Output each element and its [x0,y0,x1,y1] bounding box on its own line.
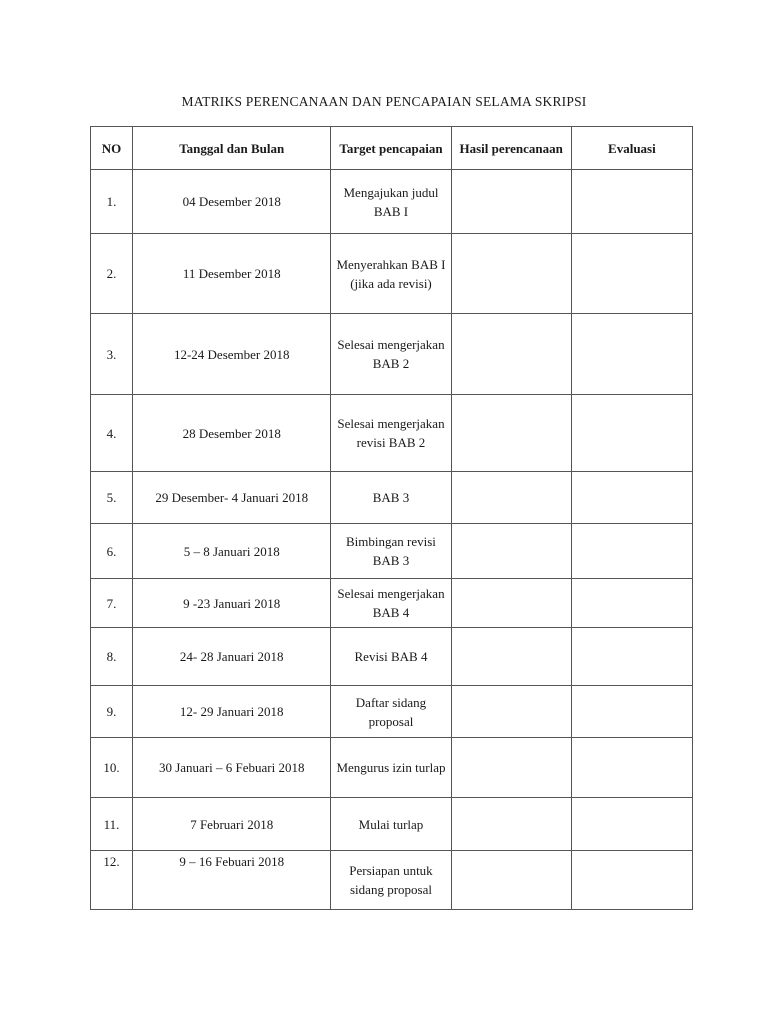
table-row [91,686,693,738]
cell-date: 11 Desember 2018 [133,234,331,314]
target-line-1: BAB 3 [372,490,410,505]
cell-evaluation [571,395,692,472]
cell-no: 10. [91,738,133,798]
cell-evaluation [571,472,692,524]
cell-evaluation [571,170,692,234]
cell-result [451,738,571,798]
cell-evaluation [571,686,692,738]
target-line-1: Mengajukan judul [343,184,439,200]
table-row [91,314,693,395]
cell-target [331,628,451,686]
cell-no: 3. [91,314,133,395]
table-row [91,579,693,628]
cell-date: 28 Desember 2018 [133,395,331,472]
cell-no: 8. [91,628,133,686]
cell-date: 29 Desember- 4 Januari 2018 [133,472,331,524]
cell-no: 7. [91,579,133,628]
cell-target [331,686,451,738]
planning-matrix-table [90,126,693,910]
cell-evaluation [571,524,692,579]
table-header-row [91,127,693,170]
cell-date: 7 Februari 2018 [133,798,331,851]
cell-target [331,579,451,628]
cell-result [451,395,571,472]
table-row [91,395,693,472]
table-row [91,798,693,851]
target-line-1: Bimbingan revisi [346,534,436,549]
cell-result [451,579,571,628]
target-line-1: Mulai turlap [358,816,424,832]
cell-date: 12- 29 Januari 2018 [133,686,331,738]
cell-result [451,234,571,314]
target-line-2: (jika ada revisi) [350,275,432,291]
target-line-1: Menyerahkan BAB I [336,256,446,272]
target-line-2: BAB 4 [372,605,410,620]
cell-target [331,170,451,234]
table-row [91,524,693,579]
header-target: Target pencapaian [331,127,451,170]
cell-result [451,686,571,738]
header-date: Tanggal dan Bulan [133,127,331,170]
table-row [91,851,693,910]
cell-date: 9 -23 Januari 2018 [133,579,331,628]
document-title: MATRIKS PERENCANAAN DAN PENCAPAIAN SELAMA SKRIPSI [181,94,587,109]
cell-result [451,170,571,234]
target-line-2: proposal [368,713,414,729]
table-row [91,170,693,234]
target-line-2: sidang proposal [350,882,432,897]
cell-evaluation [571,234,692,314]
target-line-1: Selesai mengerjakan [337,416,445,431]
cell-result [451,472,571,524]
cell-no: 1. [91,170,133,234]
target-line-1: Persiapan untuk [349,863,433,878]
cell-target [331,314,451,395]
header-no: NO [91,127,133,170]
cell-evaluation [571,628,692,686]
target-line-1: Mengurus izin turlap [336,760,446,775]
target-line-2: revisi BAB 2 [356,435,426,450]
header-result: Hasil perencanaan [451,127,571,170]
cell-no: 4. [91,395,133,472]
cell-target [331,851,451,910]
cell-no: 5. [91,472,133,524]
table-row [91,628,693,686]
target-line-1: Daftar sidang [355,694,427,710]
cell-no: 12. [91,851,133,910]
cell-target [331,798,451,851]
cell-date: 9 – 16 Febuari 2018 [133,851,331,910]
cell-evaluation [571,738,692,798]
cell-date: 04 Desember 2018 [133,170,331,234]
cell-evaluation [571,314,692,395]
cell-target [331,738,451,798]
cell-date: 5 – 8 Januari 2018 [133,524,331,579]
target-line-2: BAB 2 [372,356,410,371]
cell-evaluation [571,798,692,851]
table-row [91,472,693,524]
cell-evaluation [571,851,692,910]
cell-date: 24- 28 Januari 2018 [133,628,331,686]
cell-target [331,395,451,472]
cell-result [451,524,571,579]
cell-result [451,851,571,910]
cell-result [451,798,571,851]
cell-no: 2. [91,234,133,314]
target-line-1: Revisi BAB 4 [354,649,428,664]
cell-result [451,628,571,686]
cell-no: 11. [91,798,133,851]
table-row [91,738,693,798]
table-row [91,234,693,314]
header-evaluation: Evaluasi [571,127,692,170]
cell-evaluation [571,579,692,628]
cell-date: 12-24 Desember 2018 [133,314,331,395]
cell-target [331,472,451,524]
target-line-1: Selesai mengerjakan [337,586,445,601]
cell-no: 6. [91,524,133,579]
cell-target [331,234,451,314]
cell-no: 9. [91,686,133,738]
target-line-2: BAB I [373,203,409,219]
cell-date: 30 Januari – 6 Febuari 2018 [133,738,331,798]
target-line-1: Selesai mengerjakan [337,337,445,352]
cell-result [451,314,571,395]
target-line-2: BAB 3 [372,553,410,568]
cell-target [331,524,451,579]
